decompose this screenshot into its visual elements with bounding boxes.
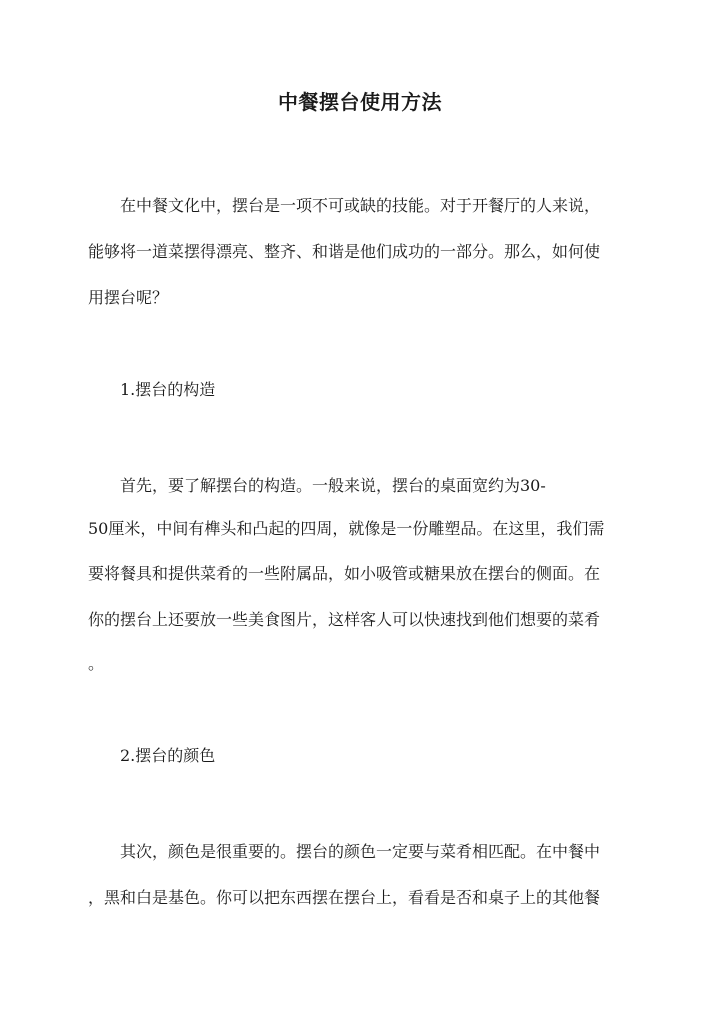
section1-line-1: 首先，要了解摆台的构造。一般来说，摆台的桌面宽约为30- bbox=[120, 476, 546, 495]
section2-heading: 2.摆台的颜色 bbox=[120, 746, 216, 765]
section2-line-2: ，黑和白是基色。你可以把东西摆在摆台上，看看是否和桌子上的其他餐 bbox=[88, 888, 601, 907]
intro-line-1: 在中餐文化中，摆台是一项不可或缺的技能。对于开餐厅的人来说， bbox=[120, 196, 601, 215]
section1-line-3: 要将餐具和提供菜肴的一些附属品，如小吸管或糖果放在摆台的侧面。在 bbox=[88, 564, 601, 583]
intro-line-3: 用摆台呢？ bbox=[88, 288, 169, 307]
section2-line-1: 其次，颜色是很重要的。摆台的颜色一定要与菜肴相匹配。在中餐中 bbox=[120, 842, 601, 861]
section1-line-5: 。 bbox=[88, 654, 105, 673]
document-title: 中餐摆台使用方法 bbox=[278, 90, 442, 114]
section1-heading: 1.摆台的构造 bbox=[120, 380, 216, 399]
section1-line-4: 你的摆台上还要放一些美食图片，这样客人可以快速找到他们想要的菜肴 bbox=[88, 610, 601, 629]
section1-line-2: 50厘米，中间有榫头和凸起的四周，就像是一份雕塑品。在这里，我们需 bbox=[88, 519, 605, 538]
intro-line-2: 能够将一道菜摆得漂亮、整齐、和谐是他们成功的一部分。那么，如何使 bbox=[88, 242, 601, 261]
